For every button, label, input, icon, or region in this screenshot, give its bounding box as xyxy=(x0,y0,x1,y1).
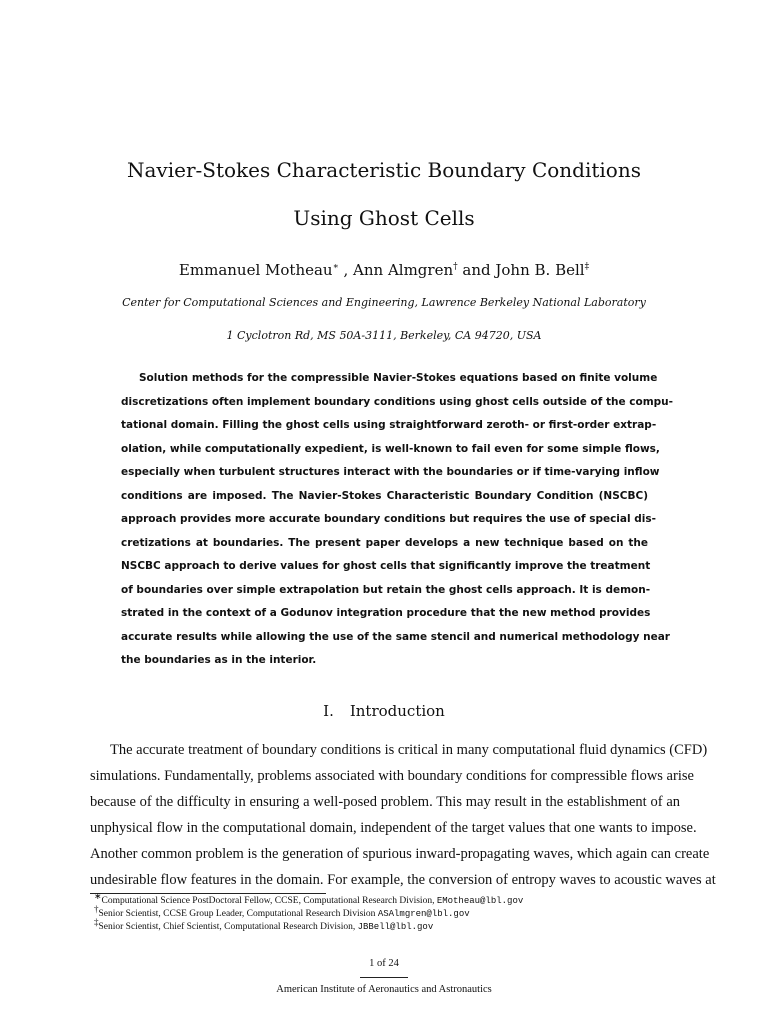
section-heading xyxy=(0,702,768,720)
author-name: Ann Almgren xyxy=(353,261,454,279)
footnote-text: Senior Scientist, Chief Scientist, Computational Research Division, xyxy=(98,922,358,932)
footnote xyxy=(94,890,684,908)
introduction-text xyxy=(90,737,716,893)
abstract-line: accurate results while allowing the use of the same stencil and numerical methodology near xyxy=(121,630,670,643)
abstract-line: Solution methods for the compressible Navier-Stokes equations based on finite volume xyxy=(139,372,658,384)
footnotes xyxy=(94,890,684,934)
footnote-rule xyxy=(90,893,326,894)
author-name: John B. Bell xyxy=(495,261,585,279)
abstract-line: tational domain. Filling the ghost cells using straightforward zeroth- or first-order extrap- xyxy=(121,419,657,431)
footnote xyxy=(94,916,684,934)
abstract-line: strated in the context of a Godunov integration procedure that the new method provides xyxy=(121,607,651,619)
body-line: simulations. Fundamentally, problems associated with boundary conditions for compressible flows arise xyxy=(90,768,694,784)
paper-title-line-1: Navier-Stokes Characteristic Boundary Conditions xyxy=(127,158,641,182)
footnote-email-link[interactable]: EMotheau@lbl.gov xyxy=(436,896,524,906)
footnote-mark: ‡ xyxy=(94,916,99,927)
author-footnote-mark: † xyxy=(453,262,458,272)
footnote-text: Computational Science PostDoctoral Fellow, CCSE, Computational Research Division, xyxy=(101,896,437,906)
footnote-mark: ∗ xyxy=(94,890,102,901)
footnote-mark: † xyxy=(94,903,99,914)
footnote-text: Senior Scientist, CCSE Group Leader, Computational Research Division xyxy=(98,909,378,919)
body-line: Another common problem is the generation of spurious inward-propagating waves, which again can create xyxy=(90,846,710,862)
affiliation-line-2: 1 Cyclotron Rd, MS 50A-3111, Berkeley, CA 94720, USA xyxy=(226,329,542,342)
abstract-line: the boundaries as in the interior. xyxy=(121,654,317,666)
page-number: 1 of 24 xyxy=(369,958,399,969)
publisher-footer: American Institute of Aeronautics and Astronautics xyxy=(276,984,492,995)
abstract-line: especially when turbulent structures interact with the boundaries or if time-varying inflow xyxy=(121,466,660,478)
affiliation-line-1: Center for Computational Sciences and Engineering, Lawrence Berkeley National Laboratory xyxy=(122,296,646,309)
author-name: Emmanuel Motheau xyxy=(178,261,333,279)
footnote xyxy=(94,903,684,921)
footnote-email-link[interactable]: ASAlmgren@lbl.gov xyxy=(377,909,470,919)
author-separator: and xyxy=(457,261,496,279)
footnote-email-link[interactable]: JBBell@lbl.gov xyxy=(357,922,434,932)
author-list xyxy=(0,261,768,279)
author-footnote-mark: ‡ xyxy=(584,262,590,272)
abstract-line: NSCBC approach to derive values for ghost cells that significantly improve the treatment xyxy=(121,560,651,572)
body-line: The accurate treatment of boundary conditions is critical in many computational fluid dynamics (CFD) xyxy=(110,742,708,758)
page-number-rule xyxy=(360,977,408,978)
abstract-line: approach provides more accurate boundary conditions but requires the use of special dis- xyxy=(121,513,656,525)
author-separator: , xyxy=(338,261,354,279)
abstract-line: cretizations at boundaries. The present paper develops a new technique based on the xyxy=(121,536,648,549)
abstract xyxy=(121,367,673,673)
body-line: undesirable flow features in the domain. For example, the conversion of entropy waves to acoustic waves at xyxy=(90,872,716,888)
body-line: unphysical flow in the computational domain, independent of the target values that one wants to impose. xyxy=(90,820,697,836)
abstract-line: conditions are imposed. The Navier-Stokes Characteristic Boundary Condition (NSCBC) xyxy=(121,489,648,502)
section-title: Introduction xyxy=(349,702,445,720)
abstract-line: of boundaries over simple extrapolation but retain the ghost cells approach. It is demon- xyxy=(121,583,651,596)
abstract-line: olation, while computationally expedient, is well-known to fail even for some simple flows, xyxy=(121,442,660,455)
section-number: I. xyxy=(323,702,334,720)
body-line: because of the difficulty in ensuring a well-posed problem. This may result in the establishment of an xyxy=(90,794,680,810)
author-footnote-mark: ∗ xyxy=(332,262,339,272)
paper-title-line-2: Using Ghost Cells xyxy=(293,206,475,230)
abstract-line: discretizations often implement boundary conditions using ghost cells outside of the compu- xyxy=(121,395,673,408)
